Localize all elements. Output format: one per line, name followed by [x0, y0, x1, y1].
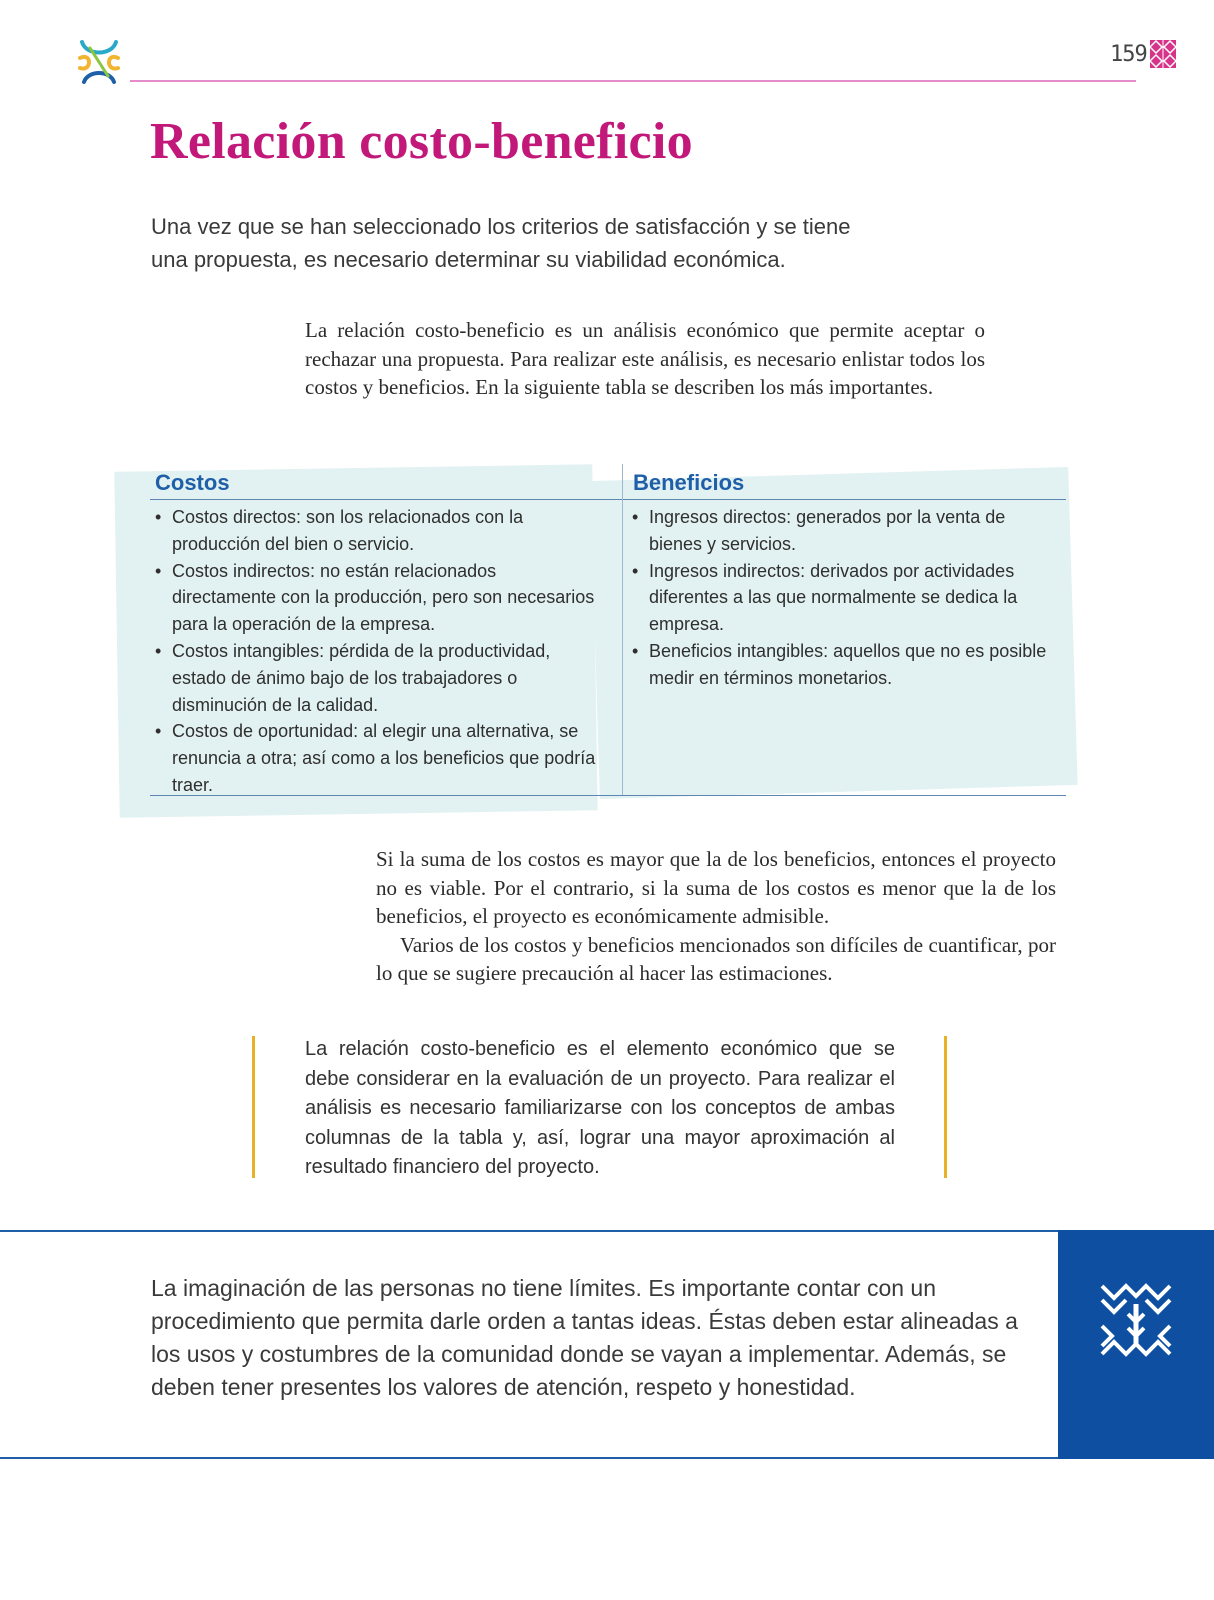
- list-item: • Costos de oportunidad: al elegir una alternativa, se renuncia a otra; así como a los beneficios que podría traer.: [154, 718, 599, 798]
- cost-benefit-table: [150, 464, 1066, 796]
- intro-paragraph: Una vez que se han seleccionado los criterios de satisfacción y se tiene una propuesta, es necesario determinar su viabilidad económica.: [151, 214, 851, 272]
- callout-text: La relación costo-beneficio es el elemento económico que se debe considerar en la evaluación de un proyecto. Para realizar el análisis es necesario familiarizarse con los conceptos de ambas columnas de la tabla y, así, lograr una mayor aproximación al resultado financiero del proyecto.: [305, 1038, 895, 1178]
- list-item: • Costos indirectos: no están relacionados directamente con la producción, pero son necesarios para la operación de la empresa.: [154, 558, 599, 638]
- table-header-rule: [150, 499, 1066, 500]
- header-rule: [130, 80, 1136, 82]
- list-item: • Costos intangibles: pérdida de la productividad, estado de ánimo bajo de los trabajadores o disminución de la calidad.: [154, 638, 599, 718]
- definition-paragraph: La relación costo-beneficio es un análisis económico que permite aceptar o rechazar una propuesta. Para realizar este análisis, es necesario enlistar todos los costos y beneficios. En la siguiente tabla se describen los más importantes.: [305, 318, 985, 399]
- band-top-rule: [0, 1230, 1058, 1232]
- estimation-paragraph: Varios de los costos y beneficios mencionados son difíciles de cuantificar, por lo que se sugiere precaución al hacer las estimaciones.: [376, 932, 1056, 985]
- list-item: • Beneficios intangibles: aquellos que no es posible medir en términos monetarios.: [631, 638, 1056, 692]
- values-paragraph: La imaginación de las personas no tiene límites. Es importante contar con un procedimiento que permita darle orden a tantas ideas. Éstas deben estar alineadas a los usos y costumbres de la comunidad donde se vayan a implementar. Además, se deben tener presentes los valores de atención, respeto y honestidad.: [151, 1275, 1018, 1400]
- list-item: • Ingresos directos: generados por la venta de bienes y servicios.: [631, 504, 1056, 558]
- woven-pattern-icon: [1150, 40, 1176, 68]
- page-number: 159: [1110, 42, 1147, 67]
- list-item: • Ingresos indirectos: derivados por actividades diferentes a las que normalmente se dedica la empresa.: [631, 558, 1056, 638]
- woven-textile-icon: [1098, 1280, 1174, 1360]
- callout-bar-left: [252, 1036, 255, 1178]
- costs-list: [154, 504, 599, 799]
- viability-text: [376, 845, 1056, 988]
- benefits-heading: Beneficios: [633, 470, 745, 495]
- costs-heading: Costos: [155, 470, 230, 495]
- intertwined-figures-logo: [76, 38, 122, 86]
- viability-paragraph: Si la suma de los costos es mayor que la de los beneficios, entonces el proyecto no es viable. Por el contrario, si la suma de los costos es menor que la de los beneficios, el proyecto es económicamente admisible.: [376, 847, 1056, 928]
- callout-bar-right: [944, 1036, 947, 1178]
- page-title: Relación costo-beneficio: [150, 113, 693, 170]
- table-column-divider: [622, 464, 623, 796]
- list-item: • Costos directos: son los relacionados con la producción del bien o servicio.: [154, 504, 599, 558]
- band-bottom-rule: [0, 1457, 1058, 1459]
- benefits-list: [631, 504, 1056, 692]
